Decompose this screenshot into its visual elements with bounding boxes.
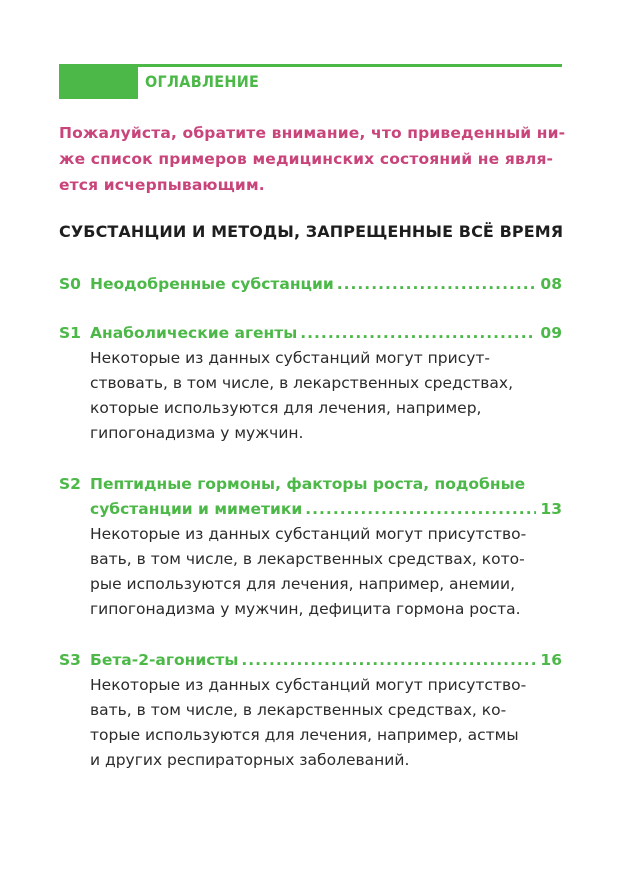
- notice-line: же список примеров медицинских состояний не явля-: [59, 150, 554, 168]
- entry-code: S0: [59, 275, 81, 293]
- entry-code: S2: [59, 475, 81, 493]
- toc-entry-s0[interactable]: [59, 272, 562, 297]
- toc-header: [59, 64, 562, 100]
- toc-entry-title-row[interactable]: [59, 497, 562, 522]
- description-line: гипогонадизма у мужчин, дефицита гормона роста.: [90, 600, 521, 618]
- header-accent-block: [59, 64, 138, 99]
- description-line: торые используются для лечения, например, астмы: [90, 726, 519, 744]
- entry-description: [59, 673, 562, 773]
- toc-entry-s2[interactable]: [59, 472, 562, 622]
- page-title: ОГЛАВЛЕНИЕ: [145, 72, 260, 91]
- notice-line: Пожалуйста, обратите внимание, что приведенный ни-: [59, 124, 566, 142]
- toc-entry-s3[interactable]: [59, 648, 562, 773]
- description-line: ствовать, в том числе, в лекарственных средствах,: [90, 374, 513, 392]
- entry-page-number[interactable]: 13: [540, 500, 562, 518]
- dot-leader: [305, 497, 536, 522]
- entry-page-number[interactable]: 16: [540, 651, 562, 669]
- toc-entry-title-row[interactable]: [59, 472, 562, 497]
- description-line: Некоторые из данных субстанций могут присутство-: [90, 525, 527, 543]
- description-line: которые используются для лечения, например,: [90, 399, 482, 417]
- section-heading: СУБСТАНЦИИ И МЕТОДЫ, ЗАПРЕЩЕННЫЕ ВСЁ ВРЕМЯ: [59, 222, 564, 241]
- description-line: рые используются для лечения, например, анемии,: [90, 575, 515, 593]
- entry-description: [59, 346, 562, 446]
- toc-entry-title-row[interactable]: [59, 648, 562, 673]
- toc-entry-title-row[interactable]: [59, 272, 562, 297]
- description-line: вать, в том числе, в лекарственных средствах, кото-: [90, 550, 525, 568]
- toc-entry-s1[interactable]: [59, 321, 562, 446]
- dot-leader: [337, 272, 537, 297]
- entry-title-line1[interactable]: Пептидные гормоны, факторы роста, подобные: [90, 475, 526, 493]
- description-line: Некоторые из данных субстанций могут присутство-: [90, 676, 527, 694]
- entry-description: [59, 522, 562, 622]
- dot-leader: [300, 321, 536, 346]
- description-line: и других респираторных заболеваний.: [90, 751, 410, 769]
- entry-title[interactable]: Бета-2-агонисты: [90, 651, 239, 669]
- entry-code: S1: [59, 324, 81, 342]
- description-line: вать, в том числе, в лекарственных средствах, ко-: [90, 701, 507, 719]
- notice-text: [59, 120, 566, 198]
- toc-entry-title-row[interactable]: [59, 321, 562, 346]
- entry-code: S3: [59, 651, 81, 669]
- notice-line: ется исчерпывающим.: [59, 176, 265, 194]
- entry-page-number[interactable]: 09: [540, 324, 562, 342]
- entry-title[interactable]: Анаболические агенты: [90, 324, 298, 342]
- dot-leader: [241, 648, 536, 673]
- entry-page-number[interactable]: 08: [540, 275, 562, 293]
- entry-title[interactable]: Неодобренные субстанции: [90, 275, 334, 293]
- entry-title[interactable]: субстанции и миметики: [90, 500, 303, 518]
- description-line: гипогонадизма у мужчин.: [90, 424, 304, 442]
- description-line: Некоторые из данных субстанций могут присут-: [90, 349, 491, 367]
